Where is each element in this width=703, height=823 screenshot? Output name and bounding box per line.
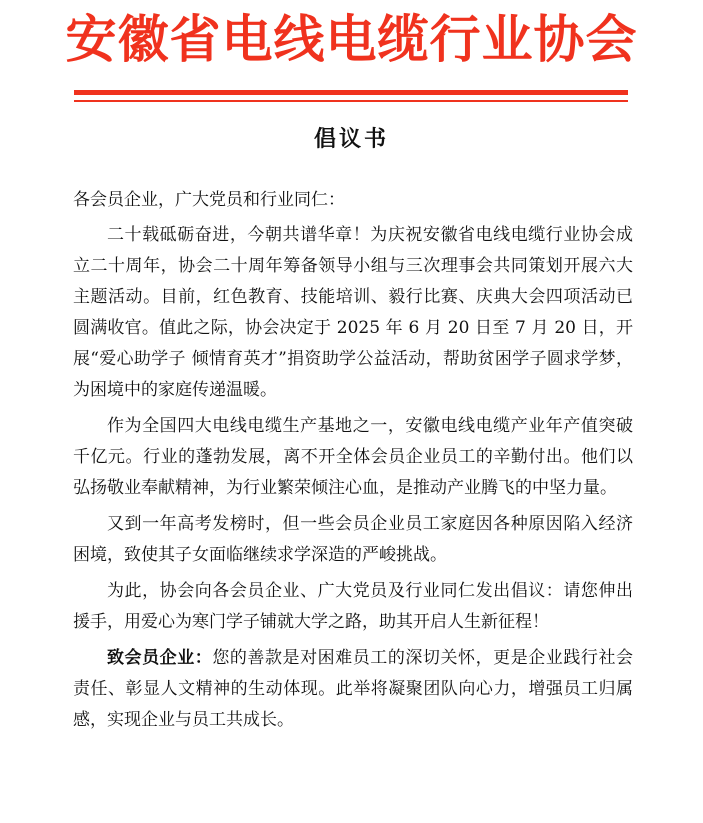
paragraph-difficulty: 又到一年高考发榜时，但一些会员企业员工家庭因各种原因陷入经济困境，致使其子女面临继续求学深造的严峻挑战。 (73, 514, 633, 565)
paragraph-industry: 作为全国四大电线电缆生产基地之一，安徽电线电缆产业年产值突破千亿元。行业的蓬勃发展，离不开全体会员企业员工的辛勤付出。他们以弘扬敬业奉献精神，为行业繁荣倾注心血，是推动产业腾飞的中坚力量。 (73, 416, 633, 498)
paragraph-member-enterprises (73, 643, 633, 736)
salutation: 各会员企业，广大党员和行业同仁： (73, 190, 345, 210)
member-section-text: 您的善款是对困难员工的深切关怀，更是企业践行社会责任、彰显人文精神的生动体现。此举将凝聚团队向心力，增强员工归属感，实现企业与员工共成长。 (73, 648, 634, 730)
paragraph-intro: 二十载砥砺奋进，今朝共谱华章！为庆祝安徽省电线电缆行业协会成立二十周年，协会二十周年筹备领导小组与三次理事会共同策划开展六大主题活动。目前，红色教育、技能培训、毅行比赛、庆典大会四项活动已圆满收官。值此之际，协会决定于 2025 年 6 月 20 日至 7 月 20 日，开展“爱心助学子 倾情育英才”捐资助学公益活动，帮助贫困学子圆求学梦，为困境中的家庭传递温暖。 (73, 225, 633, 400)
member-section-lead: 致会员企业： (107, 648, 213, 668)
paragraph-initiative: 为此，协会向各会员企业、广大党员及行业同仁发出倡议：请您伸出援手，用爱心为寒门学子铺就大学之路，助其开启人生新征程！ (73, 581, 633, 632)
header-divider-thick (74, 90, 628, 95)
header-divider-thin (74, 100, 628, 102)
document-body (73, 185, 633, 741)
organization-header: 安徽省电线电缆行业协会 (65, 11, 638, 70)
document-title: 倡议书 (313, 126, 389, 152)
